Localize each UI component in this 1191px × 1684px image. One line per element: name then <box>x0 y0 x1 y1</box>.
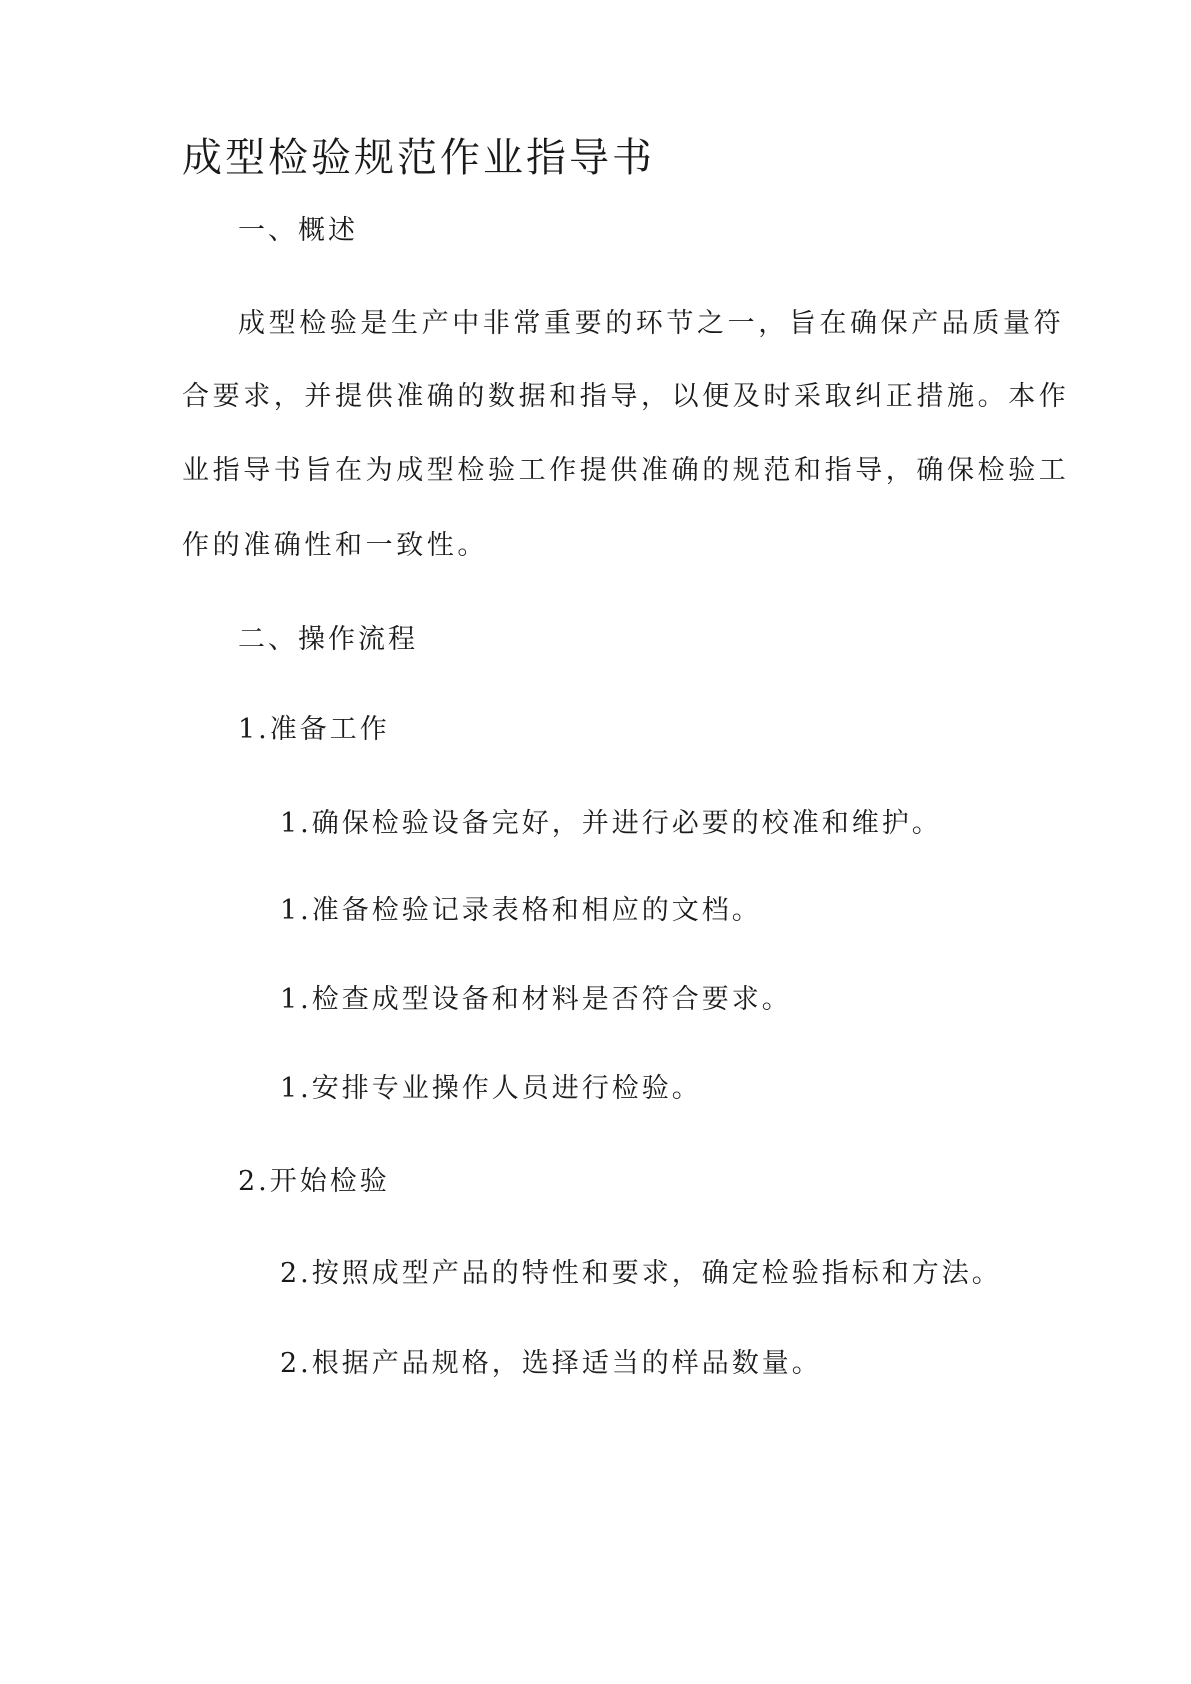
list-item: 2.根据产品规格，选择适当的样品数量。 <box>280 1348 822 1379</box>
list-item: 1.准备检验记录表格和相应的文档。 <box>280 895 762 926</box>
section-heading-procedure: 二、操作流程 <box>238 624 418 655</box>
step-heading-start-inspection: 2.开始检验 <box>238 1166 390 1197</box>
list-item: 1.确保检验设备完好，并进行必要的校准和维护。 <box>280 808 942 839</box>
list-item: 1.安排专业操作人员进行检验。 <box>280 1073 702 1104</box>
paragraph-line: 成型检验是生产中非常重要的环节之一，旨在确保产品质量符 <box>238 308 1065 339</box>
step-heading-preparation: 1.准备工作 <box>238 714 390 745</box>
paragraph-line: 业指导书旨在为成型检验工作提供准确的规范和指导，确保检验工 <box>182 455 1070 486</box>
paragraph-line: 作的准确性和一致性。 <box>182 530 488 561</box>
paragraph-line: 合要求，并提供准确的数据和指导，以便及时采取纠正措施。本作 <box>182 381 1070 412</box>
list-item: 2.按照成型产品的特性和要求，确定检验指标和方法。 <box>280 1258 1002 1289</box>
list-item: 1.检查成型设备和材料是否符合要求。 <box>280 984 792 1015</box>
section-heading-overview: 一、概述 <box>238 215 358 246</box>
document-title: 成型检验规范作业指导书 <box>182 135 655 181</box>
